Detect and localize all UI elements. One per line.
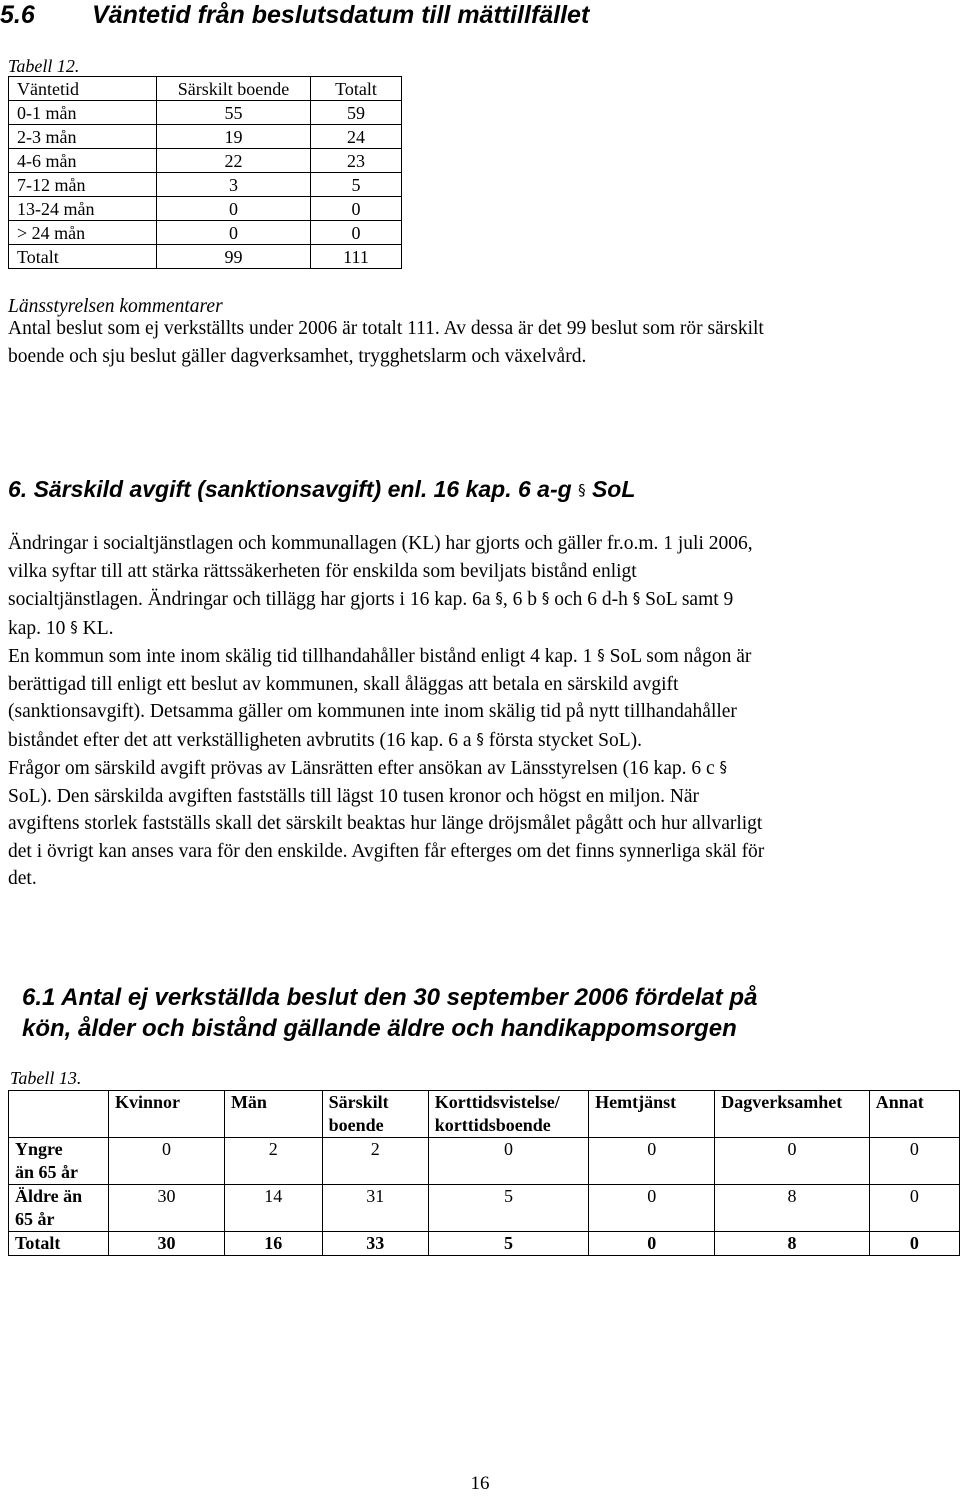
paragraph-text: det i övrigt kan anses vara för den enskilde. Avgiften får efterges om det finns synnerliga skäl för [8,840,765,862]
table-row [9,173,402,197]
table-cell: 0 [428,1138,588,1185]
table-cell: 0 [311,197,402,221]
table-12 [8,76,402,269]
table-header-row [9,1091,960,1138]
table-cell: 7-12 mån [9,173,157,197]
table-cell: Särskilt boende [157,77,311,101]
table-cell: 0 [589,1185,715,1232]
table-row [9,125,402,149]
paragraph-text: SoL samt 9 [640,589,734,610]
table-cell: 59 [311,101,402,125]
table-cell: 33 [322,1232,428,1256]
table-header-cell: Korttidsvistelse/ korttidsboende [428,1091,588,1138]
table-cell: 31 [322,1185,428,1232]
table-cell: 2 [224,1138,322,1185]
table-cell: 0 [869,1138,959,1185]
section-6-body [8,530,764,893]
table-cell: 23 [311,149,402,173]
table-header-cell: Dagverksamhet [715,1091,869,1138]
paragraph-line [8,530,764,558]
paragraph-text: SoL). Den särskilda avgiften fastställs till lägst 10 tusen kronor och högst en miljon. När [8,785,700,807]
table-header-row [9,77,402,101]
table-cell: 0 [869,1185,959,1232]
paragraph-line [8,558,764,586]
paragraph-text: En kommun som inte inom skälig tid tillhandahåller bistånd enligt 4 kap. 1 [8,646,598,667]
row-label: Yngre än 65 år [9,1138,109,1185]
table-cell: Väntetid [9,77,157,101]
paragraph-text: biståndet efter det att verkställigheten avbrutits (16 kap. 6 a [8,729,477,751]
table-13 [8,1090,960,1256]
table-header-cell: Särskilt boende [322,1091,428,1138]
paragraph-line [8,585,764,614]
section-number: 6.1 [22,984,56,1011]
row-label: Äldre än 65 år [9,1185,109,1232]
table-cell: 5 [428,1232,588,1256]
paragraph-text: vilka syftar till att stärka rättssäkerheten för enskilda som beviljats bistånd enligt [8,560,637,582]
table-cell: 0-1 mån [9,101,157,125]
table-header-cell: Män [224,1091,322,1138]
paragraph-line [8,671,764,699]
section-title: Särskild avgift (sanktionsavgift) enl. 16 kap. 6 a-g [33,476,572,502]
paragraph-sign-icon: § [719,758,728,776]
section-5-6-heading [0,0,589,30]
table-cell: 5 [428,1185,588,1232]
table-cell: 2 [322,1138,428,1185]
table-cell: 4-6 mån [9,149,157,173]
paragraph-line [8,838,764,866]
table-cell: 55 [157,101,311,125]
table-header-cell: Annat [869,1091,959,1138]
table-cell: 111 [311,245,402,269]
paragraph-line [8,614,764,643]
table-row [9,149,402,173]
paragraph-sign-icon: § [597,646,605,664]
table-13-caption: Tabell 13. [10,1068,82,1088]
section-number: 5.6 [0,1,35,29]
comment-line: boende och sju beslut gäller dagverksamhet, trygghetslarm och växelvård. [8,345,587,367]
table-cell: 0 [157,221,311,245]
section-number: 6. [8,476,28,502]
table-cell: 30 [108,1232,224,1256]
paragraph-text: första stycket SoL). [483,729,643,751]
section-6-1-heading [22,982,757,1044]
table-cell: 19 [157,125,311,149]
table-cell: 0 [589,1232,715,1256]
table-row [9,221,402,245]
table-cell: Totalt [9,245,157,269]
paragraph-line [8,865,764,893]
paragraph-text: socialtjänstlagen. Ändringar och tillägg har gjorts i 16 kap. 6a [8,589,496,610]
paragraph-text: det. [8,868,37,889]
table-cell: 14 [224,1185,322,1232]
table-cell: 8 [715,1185,869,1232]
comment-heading: Länsstyrelsen kommentarer [8,296,223,317]
comment-text [8,315,764,370]
paragraph-sign-icon: § [578,481,586,499]
paragraph-text: (sanktionsavgift). Detsamma gäller om kommunen inte inom skälig tid på nytt tillhandahåller [8,701,737,722]
table-header-cell: Hemtjänst [589,1091,715,1138]
paragraph-text: KL. [77,617,114,639]
table-header-cell [9,1091,109,1138]
section-title-line-1: Antal ej verkställda beslut den 30 september 2006 fördelat på [61,984,758,1011]
table-12-caption: Tabell 12. [8,56,80,76]
paragraph-sign-icon: § [632,589,641,607]
section-title: Väntetid från beslutsdatum till mättillfället [92,1,590,29]
table-cell: 22 [157,149,311,173]
table-row [9,101,402,125]
table-row [9,245,402,269]
table-header-cell: Kvinnor [108,1091,224,1138]
table-cell: 2-3 mån [9,125,157,149]
paragraph-text: , 6 b [502,589,542,610]
table-row [9,1232,960,1256]
table-cell: 0 [869,1232,959,1256]
paragraph-line [8,726,764,755]
page-number: 16 [470,1473,490,1494]
paragraph-text: SoL som någon är [604,646,752,667]
paragraph-text: Ändringar i socialtjänstlagen och kommunallagen (KL) har gjorts och gäller fr.o.m. 1 juli 2006, [8,533,753,554]
table-cell: 0 [311,221,402,245]
paragraph-sign-icon: § [541,589,550,607]
table-cell: 0 [715,1138,869,1185]
table-row [9,1185,960,1232]
section-title-tail: SoL [591,476,636,502]
section-title-line-2: kön, ålder och bistånd gällande äldre och handikappomsorgen [22,1015,737,1042]
comment-line: Antal beslut som ej verkställts under 2006 är totalt 111. Av dessa är det 99 beslut som rör särskilt [8,318,764,339]
table-cell: 0 [157,197,311,221]
paragraph-text: avgiftens storlek fastställs skall det särskilt beaktas hur länge dröjsmålet pågått och hur allvarligt [8,813,763,834]
table-cell: 13-24 mån [9,197,157,221]
table-cell: 5 [311,173,402,197]
paragraph-line [8,698,764,726]
paragraph-sign-icon: § [495,589,503,607]
paragraph-text: berättigad till enligt ett beslut av kommunen, skall åläggas att betala en särskild avgift [8,673,679,695]
paragraph-text: och 6 d-h [549,589,633,610]
paragraph-line [8,810,764,838]
paragraph-text: Frågor om särskild avgift prövas av Länsrätten efter ansökan av Länsstyrelsen (16 kap. 6 c [8,758,720,779]
table-cell: 0 [589,1138,715,1185]
table-row [9,1138,960,1185]
table-cell: 30 [108,1185,224,1232]
table-cell: 8 [715,1232,869,1256]
paragraph-line [8,754,764,783]
paragraph-text: kap. 10 [8,617,71,639]
table-cell: 16 [224,1232,322,1256]
paragraph-sign-icon: § [70,617,78,636]
paragraph-line [8,642,764,671]
section-6-heading [8,474,635,505]
paragraph-line [8,783,764,811]
table-cell: 99 [157,245,311,269]
table-cell: > 24 mån [9,221,157,245]
table-cell: Totalt [311,77,402,101]
paragraph-sign-icon: § [476,729,484,748]
row-label: Totalt [9,1232,109,1256]
table-row [9,197,402,221]
table-cell: 24 [311,125,402,149]
table-cell: 3 [157,173,311,197]
table-cell: 0 [108,1138,224,1185]
